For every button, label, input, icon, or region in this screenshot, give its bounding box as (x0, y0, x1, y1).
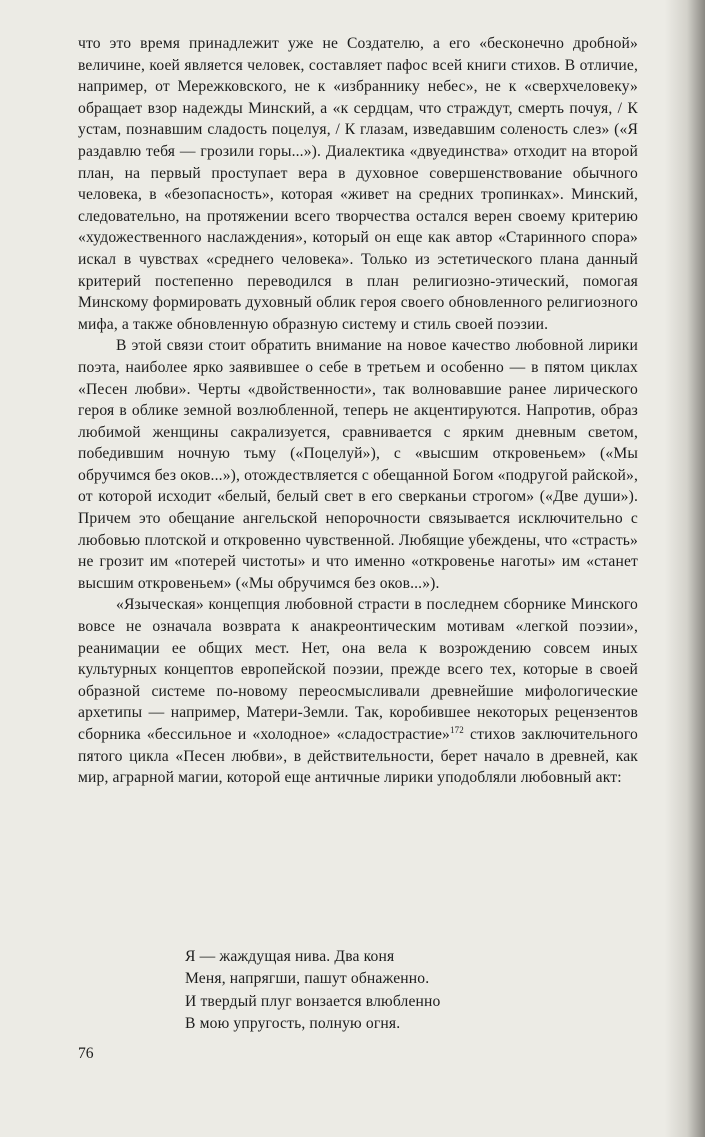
page-edge-shadow (665, 0, 705, 1137)
footnote-reference: 172 (449, 724, 464, 735)
paragraph-3-text: «Языческая» концепция любовной страсти в последнем сборнике Минского вовсе не означала возврата к анакреонтическим мотивам «легкой поэзии», реанимации ее общих мест. Нет, она вела к возрождению совсем иных культурных концептов европейской поэзии, прежде всего тех, которые в своей образной системе по-новому переосмысливали древнейшие мифологические архетипы — например, Матери-Земли. Так, коробившее некоторых рецензентов сборника «бессильное и «холодное» «сладострастие» (78, 596, 638, 743)
page-number: 76 (78, 1045, 94, 1062)
paragraph-2: В этой связи стоит обратить внимание на новое качество любовной лирики поэта, наиболее ярко заявившее о себе в третьем и особенно — в пятом циклах «Песен любви». Черты «двойственности», так волновавшие ранее лирического героя в облике земной возлюбленной, теперь не акцентируются. Напротив, образ любимой женщины сакрализуется, сравнивается с ярким дневным светом, победившим ночную тьму («Поцелуй»), с «высшим откровеньем» («Мы обручимся без оков...»), отождествляется с обещанной Богом «подругой райской», от которой исходит «белый, белый свет в его сверканьи строгом» («Две души»). Причем это обещание ангельской непорочности связывается исключительно с любовью плотской и откровенно чувственной. Любящие убеждены, что «страсть» не грозит им «потерей чистоты» и что именно «откровенье наготы» им «станет высшим откровеньем» («Мы обручимся без оков...»). (78, 337, 638, 592)
paragraph-3 (78, 594, 638, 788)
poem-line: В мою упругость, полную огня. (185, 1014, 401, 1032)
paragraph-3-text-continued: стихов заключительного пятого цикла «Песен любви», в действительности, берет начало в древней, как мир, аграрной магии, которой еще античные лирики уподобляли любовный акт: (78, 726, 638, 787)
poem-quote (185, 946, 440, 1035)
paragraph-1: что это время принадлежит уже не Создателю, а его «бесконечно дробной» величине, коей является человек, составляет пафос всей книги стихов. В отличие, например, от Мережковского, не к «избраннику небес», не к «сверхчеловеку» обращает взор надежды Минский, а «к сердцам, что страждут, смерть почуя, / К устам, познавшим сладость поцелуя, / К глазам, изведавшим соленость слез» («Я раздавлю тебя — грозили горы...»). Диалектика «двуединства» отходит на второй план, на первый проступает вера в духовное совершенствование обычного человека, в «безопасность», которая «живет на средних тропинках». Минский, следовательно, на протяжении всего творчества остался верен своему критерию «художественного наслаждения», который он еще как автор «Старинного спора» искал в чувствах «среднего человека». Только из эстетического плана данный критерий постепенно переводился в план религиозно-этический, помогая Минскому формировать духовный облик героя своего обновленного религиозного мифа, а также обновленную образную систему и стиль своей поэзии. (78, 35, 638, 333)
poem-line: И твердый плуг вонзается влюбленно (185, 992, 441, 1010)
poem-line: Я — жаждущая нива. Два коня (185, 948, 395, 965)
body-text (78, 33, 638, 789)
poem-line: Меня, напрягши, пашут обнаженно. (185, 970, 430, 988)
